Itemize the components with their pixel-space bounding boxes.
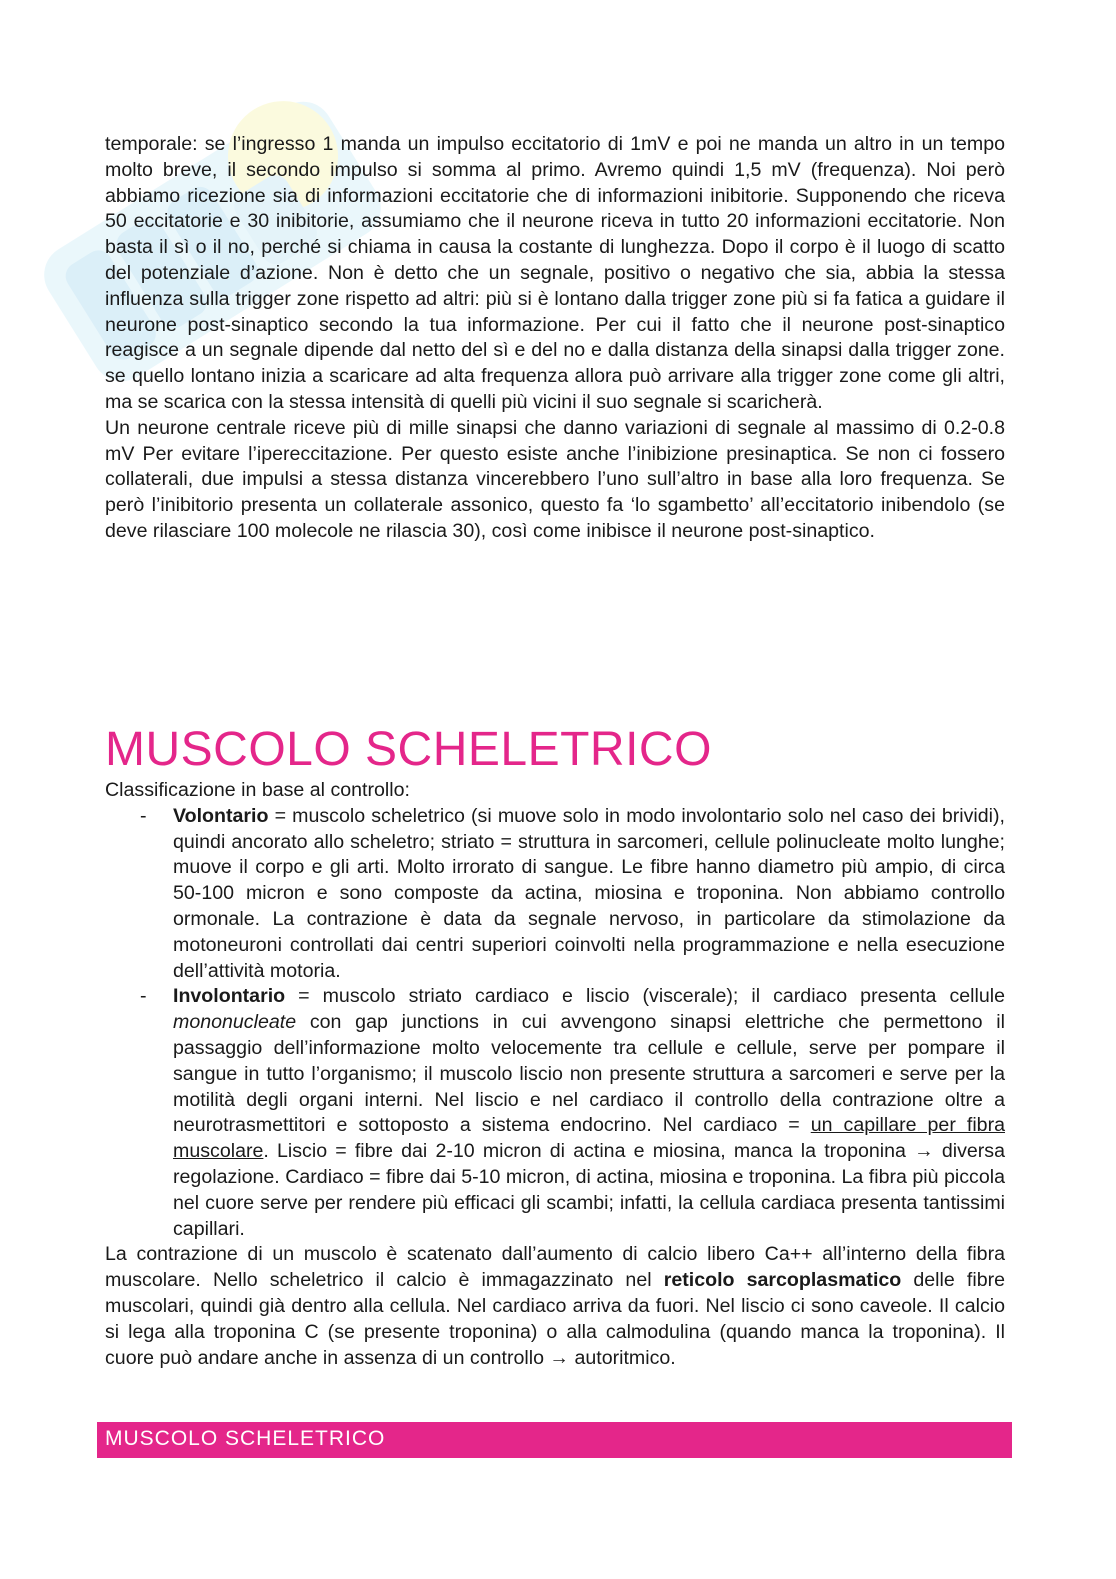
paragraph-calcium: [105, 1242, 1005, 1371]
volontario-description: = muscolo scheletrico (si muove solo in modo involontario solo nel caso dei brividi), quindi ancorato allo scheletro; striato = struttura in sarcomeri, cellule polinucleate molto lunghe; muove il corpo e gli arti. Molto irrorato di sangue. Le fibre hanno diametro più ampio, di circa 50-100 micron e sono composte da actina, miosina e troponina. Non abbiamo controllo ormonale. La contrazione è data da segnale nervoso, in particolare da stimolazione da motoneuroni controllati dai centri superiori coinvolti nella programmazione e nella esecuzione dell’attività motoria.: [173, 804, 1005, 982]
term-reticolo-sarcoplasmatico: reticolo sarcoplasmatico: [663, 1269, 902, 1292]
section-heading: MUSCOLO SCHELETRICO: [105, 723, 712, 776]
calcium-text-part-b: delle fibre muscolari, quindi già dentro alla cellula. Nel cardiaco arriva da fuori. Nel liscio ci sono caveole. Il calcio si lega alla troponina C (se presente troponina) o alla calmodulina (quando manca la troponina). Il cuore può andare anche in assenza di un controllo → autoritmico.: [105, 1269, 1006, 1369]
underlined-capillare: un capillare per fibra muscolare: [173, 1114, 1005, 1163]
page-body: [105, 132, 1005, 545]
classification-intro: Classificazione in base al controllo:: [105, 779, 410, 801]
list-item-involontario: [105, 984, 1005, 1242]
calcium-text-part-a: La contrazione di un muscolo è scatenato dall’aumento di calcio libero Ca++ all’interno della fibra muscolare. Nello scheletrico il calcio è immagazzinato nel: [105, 1243, 1005, 1292]
involontario-description-part-c: . Liscio = fibre dai 2-10 micron di actina e miosina, manca la troponina → diversa regolazione. Cardiaco = fibre dai 5-10 micron, di actina, miosina e troponina. La fibra più piccola nel cuore serve per rendere più efficaci gli scambi; infatti, la cellula cardiaca presenta tantissimi capillari.: [173, 1140, 1005, 1240]
section-muscolo-scheletrico: [105, 778, 1005, 1371]
bullet-dash: -: [140, 985, 147, 1008]
term-involontario: Involontario: [173, 985, 286, 1008]
paragraph-central-neuron: Un neurone centrale riceve più di mille sinapsi che danno variazioni di segnale al massimo di 0.2-0.8 mV Per evitare l’ipereccitazione. Per questo esiste anche l’inibizione presinaptica. Se non ci fossero collaterali, due impulsi a stessa distanza vincerebbero l’uno sull’altro in base alla loro frequenza. Se però l’inibitorio presenta un collaterale assonico, questo fa ‘lo sgambetto’ all’eccitatorio inibendolo (se deve rilasciare 100 molecole ne rilascia 30), così come inibisce il neurone post-sinaptico.: [105, 416, 1005, 542]
paragraph-temporal-summation: temporale: se l’ingresso 1 manda un impulso eccitatorio di 1mV e poi ne manda un altro in un tempo molto breve, il secondo impulso si somma al primo. Avremo quindi 1,5 mV (frequenza). Noi però abbiamo ricezione sia di informazioni eccitatorie che di informazioni inibitorie. Supponendo che riceva 50 eccitatorie e 30 inibitorie, assumiamo che il neurone riceva in tutto 20 informazioni eccitatorie. Non basta il sì o il no, perché si chiama in causa la costante di lunghezza. Dopo il corpo è il luogo di scatto del potenziale d’azione. Non è detto che un segnale, positivo o negativo che sia, abbia la stessa influenza sulla trigger zone rispetto ad altri: più si è lontano dalla trigger zone più si fa fatica a guidare il neurone post-sinaptico secondo la tua informazione. Per cui il fatto che il neurone post-sinaptico reagisce a un segnale dipende dal netto del sì e del no e dalla distanza della sinapsi dalla trigger zone. se quello lontano inizia a scaricare ad alta frequenza allora può arrivare alla trigger zone come gli altri, ma se scarica con la stessa intensità di quelli più vicini il suo segnale si scaricherà.: [105, 133, 1005, 413]
footer-section-band: [97, 1422, 1012, 1458]
bullet-dash: -: [140, 804, 147, 827]
footer-section-label: MUSCOLO SCHELETRICO: [105, 1427, 386, 1450]
term-volontario: Volontario: [173, 804, 269, 827]
involontario-description-part-b: con gap junctions in cui avvengono sinapsi elettriche che permettono il passaggio dell’informazione molto velocemente tra cellule e cellule, serve per pompare il sangue in tutto l’organismo; il muscolo liscio non presente struttura a sarcomeri e serve per la motilità degli organi interni. Nel liscio e nel cardiaco il controllo della contrazione oltre a neurotrasmettitori e sottoposto a sistema endocrino. Nel cardiaco =: [173, 1011, 1005, 1137]
term-mononucleate: mononucleate: [173, 1011, 297, 1034]
involontario-description-part-a: = muscolo striato cardiaco e liscio (viscerale); il cardiaco presenta cellule: [285, 985, 1005, 1008]
classification-list: [105, 804, 1005, 1243]
list-item-volontario: [105, 804, 1005, 985]
